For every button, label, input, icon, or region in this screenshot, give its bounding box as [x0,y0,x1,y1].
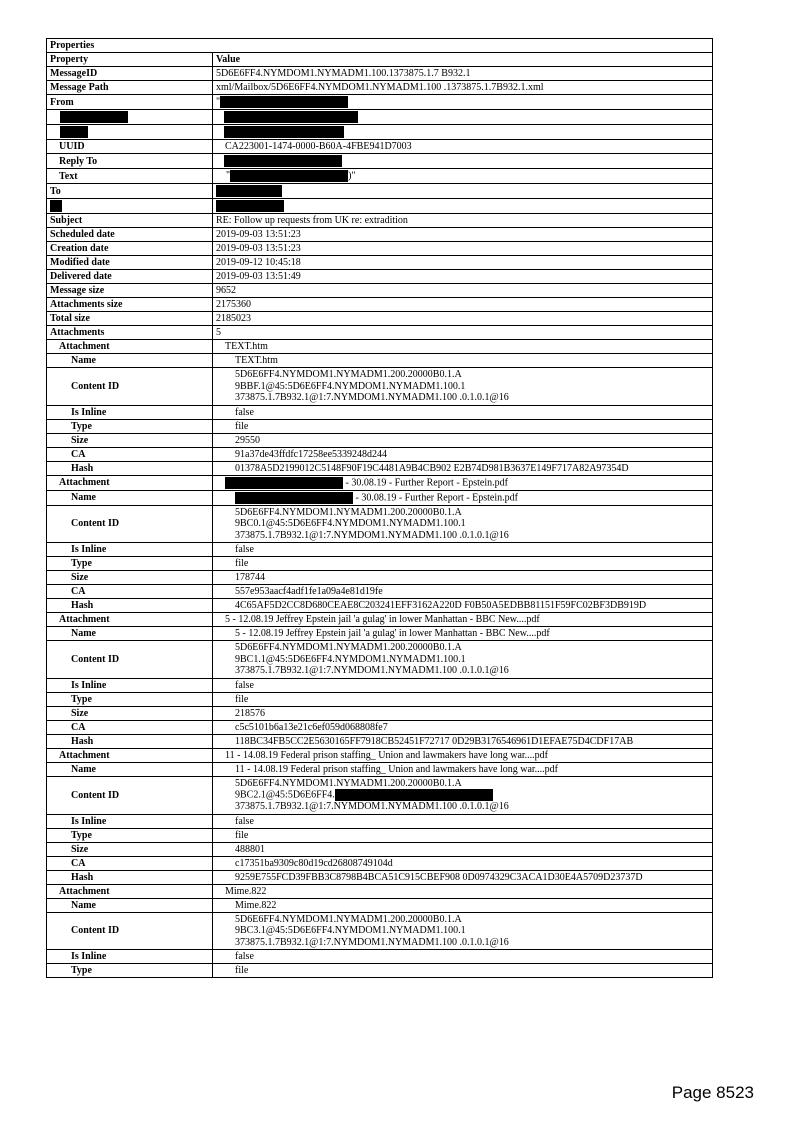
content-id-line-text: 5D6E6FF4.NYMDOM1.NYMADM1.200.20000B0.1.A [235,913,462,925]
content-id-line-text: 373875.1.7B932.1@1:7.NYMDOM1.NYMADM1.100 .0.1.0.1@16 [235,665,509,676]
table-row [47,433,713,447]
redaction-box [224,111,358,123]
table-row [47,461,713,475]
redacted-label [47,110,213,125]
redaction-box [220,96,348,108]
type-value: file [213,964,713,978]
table-row [47,368,713,406]
text-value [213,169,713,184]
reply-to-label: Reply To [47,154,213,169]
redaction-box [224,155,342,167]
attachment-title: 11 - 14.08.19 Federal prison staffing_ Union and lawmakers have long war....pdf [213,748,713,762]
content-id-line [235,665,709,677]
attachments-count-label: Attachments [47,326,213,340]
modified-date-value: 2019-09-12 10:45:18 [213,256,713,270]
content-id-line-text: 373875.1.7B932.1@1:7.NYMDOM1.NYMADM1.100 .0.1.0.1@16 [235,936,509,948]
table-row [47,627,713,641]
total-size-value: 2185023 [213,312,713,326]
is-inline-value: false [213,543,713,557]
table-row [47,140,713,154]
attachment-name: TEXT.htm [213,354,713,368]
subject-value: RE: Follow up requests from UK re: extradition [213,214,713,228]
content-id-line-text: 5D6E6FF4.NYMDOM1.NYMADM1.200.20000B0.1.A [235,642,462,653]
attachment-name: 11 - 14.08.19 Federal prison staffing_ Union and lawmakers have long war....pdf [213,762,713,776]
delivered-date-label: Delivered date [47,270,213,284]
hash-label: Hash [47,599,213,613]
delivered-date-value: 2019-09-03 13:51:49 [213,270,713,284]
is-inline-value: false [213,678,713,692]
table-row [47,964,713,978]
hash-label: Hash [47,870,213,884]
table-row [47,828,713,842]
is-inline-label: Is Inline [47,543,213,557]
content-id-line [235,518,709,530]
table-row [47,706,713,720]
message-path-value: xml/Mailbox/5D6E6FF4.NYMDOM1.NYMADM1.100 .1373875.1.7B932.1.xml [213,81,713,95]
table-row [47,842,713,856]
modified-date-label: Modified date [47,256,213,270]
name-label: Name [47,762,213,776]
table-row [47,776,713,814]
size-label: Size [47,842,213,856]
to-label: To [47,184,213,199]
type-label: Type [47,419,213,433]
table-row [47,95,713,110]
hash-value: 9259E755FCD39FBB3C8798B4BCA51C915CBEF908 0D0974329C3ACA1D30E4A5709D23737D [213,870,713,884]
ca-value: 91a37de43ffdfc17258ee5339248d244 [213,447,713,461]
table-row [47,585,713,599]
content-id-line-text: 373875.1.7B932.1@1:7.NYMDOM1.NYMADM1.100 .0.1.0.1@16 [235,392,509,403]
content-id-value [213,505,713,543]
table-row [47,505,713,543]
creation-date-value: 2019-09-03 13:51:23 [213,242,713,256]
attachment-label: Attachment [47,340,213,354]
content-id-line-text: 9BC3.1@45:5D6E6FF4.NYMDOM1.NYMADM1.100.1 [235,925,466,936]
type-label: Type [47,692,213,706]
from-prefix: " [216,96,221,108]
table-row [47,154,713,169]
table-row [47,354,713,368]
from-label: From [47,95,213,110]
content-id-line [235,778,709,790]
ca-value: 557e953aacf4adf1fe1a09a4e81d19fe [213,585,713,599]
attachments-count-value: 5 [213,326,713,340]
content-id-line-text: 373875.1.7B932.1@1:7.NYMDOM1.NYMADM1.100 .0.1.0.1@16 [235,529,509,541]
content-id-line-text: 9BC0.1@45:5D6E6FF4.NYMDOM1.NYMADM1.100.1 [235,518,466,529]
size-label: Size [47,433,213,447]
attachment-name: 5 - 12.08.19 Jeffrey Epstein jail 'a gulag' in lower Manhattan - BBC New....pdf [213,627,713,641]
content-id-value [213,641,713,679]
content-id-line [235,642,709,654]
ca-value: c5c5101b6a13e21c6ef059d068808fe7 [213,720,713,734]
content-id-label: Content ID [47,368,213,406]
attachment-label: Attachment [47,884,213,898]
table-row [47,110,713,125]
table-row [47,748,713,762]
type-value: file [213,557,713,571]
attachment-label: Attachment [47,475,213,490]
redaction-box [235,492,353,504]
attachments-size-value: 2175360 [213,298,713,312]
is-inline-label: Is Inline [47,814,213,828]
type-label: Type [47,964,213,978]
redaction-box [225,477,343,489]
content-id-line [235,937,709,949]
attachment-title-text: - 30.08.19 - Further Report - Epstein.pdf [343,476,508,488]
redacted-value [213,125,713,140]
content-id-line [235,530,709,542]
table-row [47,613,713,627]
scheduled-date-label: Scheduled date [47,228,213,242]
attachment-label: Attachment [47,748,213,762]
table-row [47,543,713,557]
content-id-line [235,369,709,381]
content-id-line [235,925,709,937]
from-value [213,95,713,110]
type-value: file [213,419,713,433]
content-id-line [235,392,709,404]
table-row [47,298,713,312]
creation-date-label: Creation date [47,242,213,256]
table-row [47,856,713,870]
name-label: Name [47,354,213,368]
content-id-line [235,381,709,393]
text-suffix: )" [348,170,356,182]
content-id-value [213,368,713,406]
redaction-box [60,111,128,123]
table-row [47,720,713,734]
hash-value: 118BC34FB5CC2E5630165FF7918CB52451F72717 0D29B3176546961D1EFAE75D4CDF17AB [213,734,713,748]
size-value: 488801 [213,842,713,856]
uuid-label: UUID [47,140,213,154]
is-inline-value: false [213,405,713,419]
attachment-name-text: - 30.08.19 - Further Report - Epstein.pdf [353,491,518,503]
redacted-value [213,110,713,125]
table-row [47,340,713,354]
is-inline-value: false [213,814,713,828]
type-label: Type [47,557,213,571]
text-prefix: " [226,170,231,182]
table-row [47,762,713,776]
content-id-label: Content ID [47,505,213,543]
table-row [47,475,713,490]
table-row [47,270,713,284]
table-row [47,884,713,898]
table-row [47,678,713,692]
header-property: Property [47,53,213,67]
redaction-box [230,170,348,182]
attachment-title: 5 - 12.08.19 Jeffrey Epstein jail 'a gulag' in lower Manhattan - BBC New....pdf [213,613,713,627]
ca-label: CA [47,447,213,461]
content-id-value [213,912,713,950]
type-label: Type [47,828,213,842]
size-value: 178744 [213,571,713,585]
table-row [47,950,713,964]
subject-label: Subject [47,214,213,228]
table-row [47,67,713,81]
type-value: file [213,692,713,706]
redacted-value [213,199,713,214]
table-title-row [47,39,713,53]
type-value: file [213,828,713,842]
table-row [47,81,713,95]
name-label: Name [47,490,213,505]
attachment-title: TEXT.htm [213,340,713,354]
content-id-value [213,776,713,814]
table-row [47,256,713,270]
table-row [47,242,713,256]
table-row [47,284,713,298]
ca-label: CA [47,585,213,599]
redaction-box [50,200,62,212]
redaction-box [216,200,284,212]
attachment-name [213,490,713,505]
content-id-line-text: 9BC1.1@45:5D6E6FF4.NYMDOM1.NYMADM1.100.1 [235,653,466,665]
attachment-label: Attachment [47,613,213,627]
message-id-label: MessageID [47,67,213,81]
is-inline-label: Is Inline [47,950,213,964]
content-id-line [235,801,709,813]
ca-value: c17351ba9309c80d19cd26808749104d [213,856,713,870]
content-id-line-text: 5D6E6FF4.NYMDOM1.NYMADM1.200.20000B0.1.A [235,506,462,518]
table-row [47,228,713,242]
table-row [47,734,713,748]
table-row [47,447,713,461]
table-title: Properties [47,39,713,53]
redaction-box [60,126,88,138]
attachments-size-label: Attachments size [47,298,213,312]
hash-label: Hash [47,734,213,748]
table-row [47,312,713,326]
message-size-label: Message size [47,284,213,298]
header-row [47,53,713,67]
is-inline-value: false [213,950,713,964]
content-id-line-text: 5D6E6FF4.NYMDOM1.NYMADM1.200.20000B0.1.A [235,369,462,380]
redaction-box [335,789,493,801]
table-row [47,898,713,912]
table-row [47,599,713,613]
is-inline-label: Is Inline [47,405,213,419]
scheduled-date-value: 2019-09-03 13:51:23 [213,228,713,242]
table-row [47,557,713,571]
table-row [47,870,713,884]
hash-label: Hash [47,461,213,475]
uuid-value: CA223001-1474-0000-B60A-4FBE941D7003 [213,140,713,154]
content-id-line-text: 373875.1.7B932.1@1:7.NYMDOM1.NYMADM1.100 .0.1.0.1@16 [235,801,509,812]
table-row [47,490,713,505]
total-size-label: Total size [47,312,213,326]
table-row [47,214,713,228]
header-value: Value [213,53,713,67]
table-row [47,326,713,340]
redacted-label [47,199,213,214]
table-row [47,419,713,433]
message-path-label: Message Path [47,81,213,95]
hash-value: 01378A5D2199012C5148F90F19C4481A9B4CB902 E2B74D981B3637E149F717A82A97354D [213,461,713,475]
attachment-title: Mime.822 [213,884,713,898]
ca-label: CA [47,856,213,870]
table-row [47,405,713,419]
redacted-label [47,125,213,140]
content-id-line [235,654,709,666]
hash-value: 4C65AF5D2CC8D680CEAE8C203241EFF3162A220D F0B50A5EDBB81151F59FC02BF3DB919D [213,599,713,613]
page-number: Page 8523 [671,1083,754,1102]
table-row [47,169,713,184]
table-row [47,184,713,199]
content-id-line [235,789,709,801]
name-label: Name [47,898,213,912]
reply-to-value [213,154,713,169]
content-id-line-text: 9BC2.1@45:5D6E6FF4. [235,789,335,801]
table-row [47,125,713,140]
table-row [47,692,713,706]
content-id-label: Content ID [47,641,213,679]
redaction-box [224,126,344,138]
table-row [47,199,713,214]
to-value [213,184,713,199]
content-id-line-text: 5D6E6FF4.NYMDOM1.NYMADM1.200.20000B0.1.A [235,777,462,789]
name-label: Name [47,627,213,641]
size-label: Size [47,706,213,720]
attachment-title [213,475,713,490]
properties-table [46,38,713,978]
content-id-line-text: 9BBF.1@45:5D6E6FF4.NYMDOM1.NYMADM1.100.1 [235,380,466,392]
attachments-body [47,340,713,978]
table-row [47,912,713,950]
message-size-value: 9652 [213,284,713,298]
message-id-value: 5D6E6FF4.NYMDOM1.NYMADM1.100.1373875.1.7 B932.1 [213,67,713,81]
content-id-label: Content ID [47,912,213,950]
content-id-line [235,914,709,926]
attachment-name: Mime.822 [213,898,713,912]
table-row [47,641,713,679]
content-id-label: Content ID [47,776,213,814]
size-value: 29550 [213,433,713,447]
table-row [47,814,713,828]
size-label: Size [47,571,213,585]
content-id-line [235,507,709,519]
is-inline-label: Is Inline [47,678,213,692]
text-label: Text [47,169,213,184]
size-value: 218576 [213,706,713,720]
table-row [47,571,713,585]
ca-label: CA [47,720,213,734]
redaction-box [216,185,282,197]
